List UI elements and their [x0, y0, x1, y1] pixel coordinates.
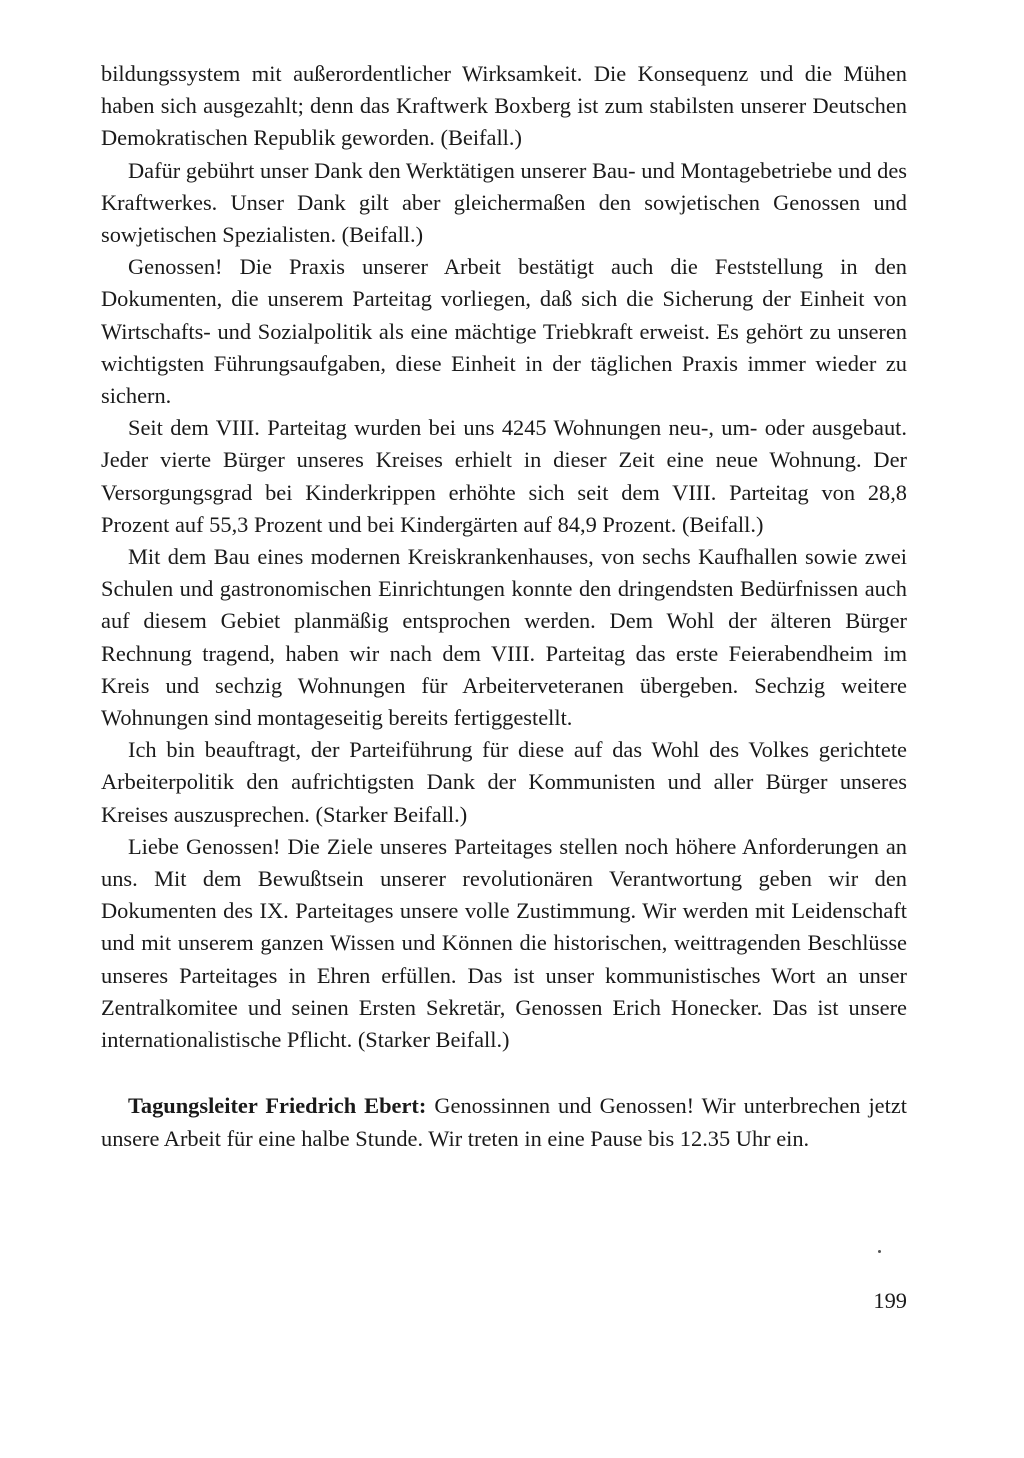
speaker-text: Genossinnen und Genossen! Wir unterbrechen jetzt unsere Arbeit für eine halbe Stunde. Wir treten in eine Pause bis 12.35 Uhr ein.	[101, 1093, 907, 1151]
paragraph-2: Dafür gebührt unser Dank den Werktätigen unserer Bau- und Montagebetriebe und des Kraftwerkes. Unser Dank gilt aber gleichermaßen den sowjetischen Genossen und sowjetischen Spezialisten. (Beifall.)	[101, 157, 907, 248]
page-number: 199	[873, 1288, 907, 1313]
speaker-name: Tagungsleiter Friedrich Ebert:	[128, 1093, 427, 1119]
print-speck	[878, 1250, 881, 1253]
paragraph-7: Liebe Genossen! Die Ziele unseres Parteitages stellen noch höhere Anforderungen an uns. Mit dem Bewußtsein unserer revolutionären Verantwortung geben wir den Dokumenten des IX. Parteitages unsere volle Zustimmung. Wir werden mit Leidenschaft und mit unserem ganzen Wissen und Können die historischen, weittragenden Beschlüsse unseres Parteitages in Ehren erfüllen. Das ist unser kommunistisches Wort an unser Zentralkomitee und seinen Ersten Sekretär, Genossen Erich Honecker. Das ist unsere internationalistische Pflicht. (Starker Beifall.)	[101, 833, 907, 1053]
page-body	[101, 58, 907, 1155]
paragraph-4: Seit dem VIII. Parteitag wurden bei uns 4245 Wohnungen neu-, um- oder ausgebaut. Jeder vierte Bürger unseres Kreises erhielt in dieser Zeit eine neue Wohnung. Der Versorgungsgrad bei Kinderkrippen erhöhte sich seit dem VIII. Parteitag von 28,8 Prozent auf 55,3 Prozent und bei Kindergärten auf 84,9 Prozent. (Beifall.)	[101, 415, 907, 537]
paragraph-3: Genossen! Die Praxis unserer Arbeit bestätigt auch die Feststellung in den Dokumenten, die unserem Parteitag vorliegen, daß sich die Sicherung der Einheit von Wirtschafts- und Sozialpolitik als eine mächtige Triebkraft erweist. Es gehört zu unseren wichtigsten Führungsaufgaben, diese Einheit in der täglichen Praxis immer wieder zu sichern.	[101, 254, 907, 409]
paragraph-6: Ich bin beauftragt, der Parteiführung für diese auf das Wohl des Volkes gerichtete Arbeiterpolitik den aufrichtigsten Dank der Kommunisten und aller Bürger unseres Kreises auszusprechen. (Starker Beifall.)	[101, 737, 907, 827]
speaker-paragraph	[101, 1090, 907, 1154]
paragraph-5: Mit dem Bau eines modernen Kreiskrankenhauses, von sechs Kaufhallen sowie zwei Schulen und gastronomischen Einrichtungen konnte den dringendsten Bedürfnissen auch auf diesem Gebiet planmäßig entsprochen werden. Dem Wohl der älteren Bürger Rechnung tragend, haben wir nach dem VIII. Parteitag das erste Feierabendheim im Kreis und sechzig Wohnungen für Arbeiterveteranen übergeben. Sechzig weitere Wohnungen sind montageseitig bereits fertiggestellt.	[101, 544, 907, 731]
paragraph-1: bildungssystem mit außerordentlicher Wirksamkeit. Die Konsequenz und die Mühen haben sich ausgezahlt; denn das Kraftwerk Boxberg ist zum stabilsten unserer Deutschen Demokratischen Republik geworden. (Beifall.)	[101, 61, 907, 151]
